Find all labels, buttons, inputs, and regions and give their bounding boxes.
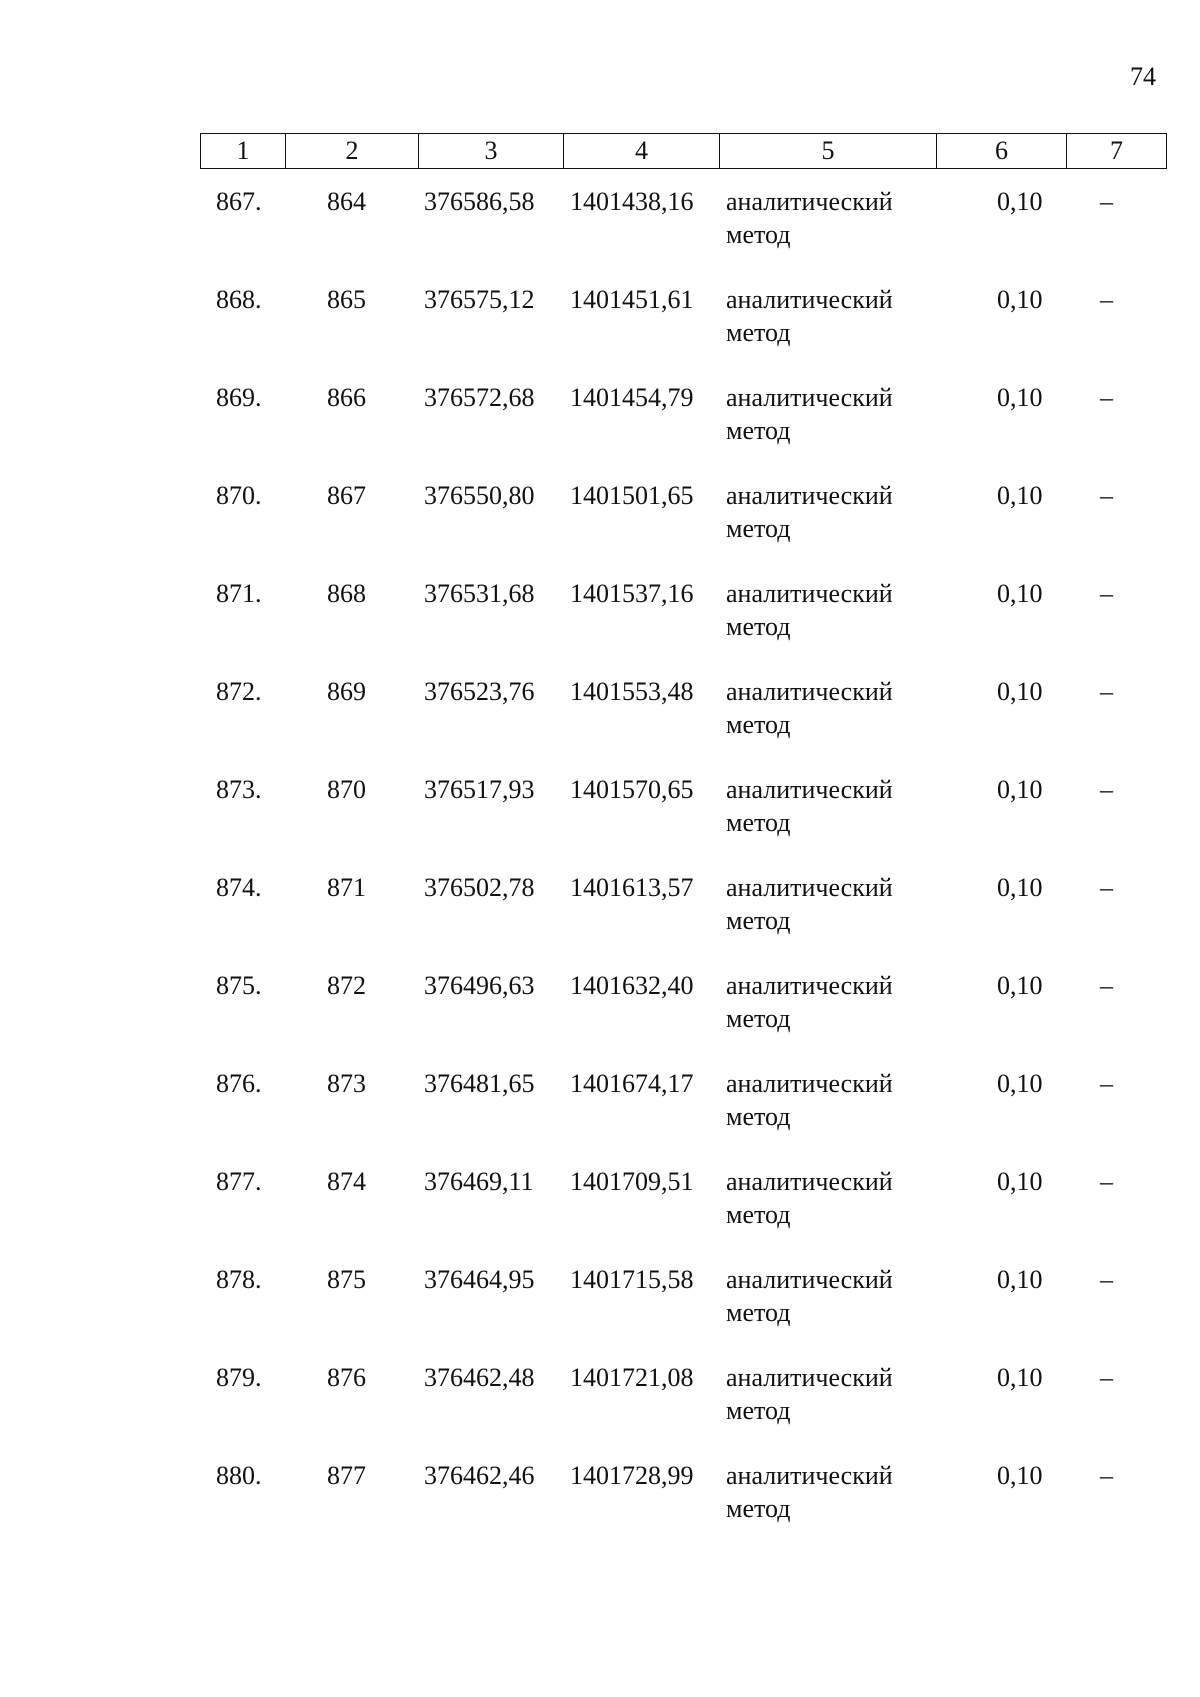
accuracy-value: 0,10 <box>997 677 1043 706</box>
x-coordinate: 376496,63 <box>424 971 535 1000</box>
y-coordinate: 1401451,61 <box>570 285 694 314</box>
x-coordinate: 376550,80 <box>424 481 535 510</box>
row-number: 874. <box>216 873 262 902</box>
note: – <box>1100 579 1113 608</box>
header-cell-3: 3 <box>419 134 564 169</box>
accuracy-value: 0,10 <box>997 1363 1043 1392</box>
note: – <box>1100 1363 1113 1392</box>
table-row <box>0 381 1200 479</box>
x-coordinate: 376517,93 <box>424 775 535 804</box>
accuracy-value: 0,10 <box>997 775 1043 804</box>
note: – <box>1100 187 1113 216</box>
point-number: 866 <box>327 383 366 412</box>
accuracy-value: 0,10 <box>997 1461 1043 1490</box>
table-row <box>0 1459 1200 1557</box>
header-cell-2: 2 <box>286 134 419 169</box>
accuracy-value: 0,10 <box>997 383 1043 412</box>
table-row <box>0 1263 1200 1361</box>
table-row <box>0 1067 1200 1165</box>
table-row <box>0 185 1200 283</box>
method: аналитический метод <box>726 1461 893 1523</box>
x-coordinate: 376462,48 <box>424 1363 535 1392</box>
row-number: 868. <box>216 285 262 314</box>
accuracy-value: 0,10 <box>997 481 1043 510</box>
table-header <box>200 133 1167 169</box>
header-cell-7: 7 <box>1067 134 1167 169</box>
header-cell-6: 6 <box>937 134 1067 169</box>
method: аналитический метод <box>726 677 893 739</box>
method: аналитический метод <box>726 1265 893 1327</box>
method: аналитический метод <box>726 579 893 641</box>
method: аналитический метод <box>726 971 893 1033</box>
table-row <box>0 1165 1200 1263</box>
row-number: 867. <box>216 187 262 216</box>
table-row <box>0 283 1200 381</box>
note: – <box>1100 1069 1113 1098</box>
note: – <box>1100 971 1113 1000</box>
point-number: 865 <box>327 285 366 314</box>
row-number: 877. <box>216 1167 262 1196</box>
y-coordinate: 1401709,51 <box>570 1167 694 1196</box>
table-body <box>0 185 1200 1557</box>
point-number: 877 <box>327 1461 366 1490</box>
method: аналитический метод <box>726 383 893 445</box>
y-coordinate: 1401454,79 <box>570 383 694 412</box>
table-row <box>0 675 1200 773</box>
accuracy-value: 0,10 <box>997 579 1043 608</box>
table-row <box>0 969 1200 1067</box>
y-coordinate: 1401501,65 <box>570 481 694 510</box>
table-row <box>0 479 1200 577</box>
note: – <box>1100 775 1113 804</box>
method: аналитический метод <box>726 481 893 543</box>
table-row <box>0 577 1200 675</box>
accuracy-value: 0,10 <box>997 1069 1043 1098</box>
point-number: 870 <box>327 775 366 804</box>
row-number: 872. <box>216 677 262 706</box>
row-number: 869. <box>216 383 262 412</box>
y-coordinate: 1401721,08 <box>570 1363 694 1392</box>
note: – <box>1100 1167 1113 1196</box>
note: – <box>1100 677 1113 706</box>
accuracy-value: 0,10 <box>997 1265 1043 1294</box>
point-number: 874 <box>327 1167 366 1196</box>
y-coordinate: 1401553,48 <box>570 677 694 706</box>
point-number: 871 <box>327 873 366 902</box>
x-coordinate: 376464,95 <box>424 1265 535 1294</box>
y-coordinate: 1401674,17 <box>570 1069 694 1098</box>
accuracy-value: 0,10 <box>997 873 1043 902</box>
accuracy-value: 0,10 <box>997 285 1043 314</box>
accuracy-value: 0,10 <box>997 187 1043 216</box>
point-number: 873 <box>327 1069 366 1098</box>
x-coordinate: 376575,12 <box>424 285 535 314</box>
table-row <box>0 871 1200 969</box>
point-number: 868 <box>327 579 366 608</box>
y-coordinate: 1401728,99 <box>570 1461 694 1490</box>
row-number: 871. <box>216 579 262 608</box>
y-coordinate: 1401570,65 <box>570 775 694 804</box>
y-coordinate: 1401632,40 <box>570 971 694 1000</box>
accuracy-value: 0,10 <box>997 971 1043 1000</box>
row-number: 879. <box>216 1363 262 1392</box>
point-number: 875 <box>327 1265 366 1294</box>
x-coordinate: 376531,68 <box>424 579 535 608</box>
row-number: 875. <box>216 971 262 1000</box>
x-coordinate: 376469,11 <box>424 1167 534 1196</box>
row-number: 873. <box>216 775 262 804</box>
note: – <box>1100 481 1113 510</box>
y-coordinate: 1401715,58 <box>570 1265 694 1294</box>
note: – <box>1100 285 1113 314</box>
table-row <box>0 773 1200 871</box>
method: аналитический метод <box>726 873 893 935</box>
point-number: 872 <box>327 971 366 1000</box>
x-coordinate: 376502,78 <box>424 873 535 902</box>
header-cell-1: 1 <box>201 134 286 169</box>
row-number: 876. <box>216 1069 262 1098</box>
point-number: 869 <box>327 677 366 706</box>
x-coordinate: 376586,58 <box>424 187 535 216</box>
method: аналитический метод <box>726 775 893 837</box>
y-coordinate: 1401438,16 <box>570 187 694 216</box>
x-coordinate: 376462,46 <box>424 1461 535 1490</box>
point-number: 876 <box>327 1363 366 1392</box>
method: аналитический метод <box>726 1069 893 1131</box>
note: – <box>1100 383 1113 412</box>
row-number: 878. <box>216 1265 262 1294</box>
header-cell-4: 4 <box>564 134 720 169</box>
x-coordinate: 376523,76 <box>424 677 535 706</box>
table-row <box>0 1361 1200 1459</box>
y-coordinate: 1401613,57 <box>570 873 694 902</box>
method: аналитический метод <box>726 1363 893 1425</box>
note: – <box>1100 1265 1113 1294</box>
note: – <box>1100 873 1113 902</box>
accuracy-value: 0,10 <box>997 1167 1043 1196</box>
method: аналитический метод <box>726 187 893 249</box>
method: аналитический метод <box>726 285 893 347</box>
point-number: 867 <box>327 481 366 510</box>
page-number: 74 <box>1130 62 1156 91</box>
method: аналитический метод <box>726 1167 893 1229</box>
header-cell-5: 5 <box>720 134 937 169</box>
note: – <box>1100 1461 1113 1490</box>
row-number: 880. <box>216 1461 262 1490</box>
x-coordinate: 376572,68 <box>424 383 535 412</box>
x-coordinate: 376481,65 <box>424 1069 535 1098</box>
y-coordinate: 1401537,16 <box>570 579 694 608</box>
row-number: 870. <box>216 481 262 510</box>
point-number: 864 <box>327 187 366 216</box>
